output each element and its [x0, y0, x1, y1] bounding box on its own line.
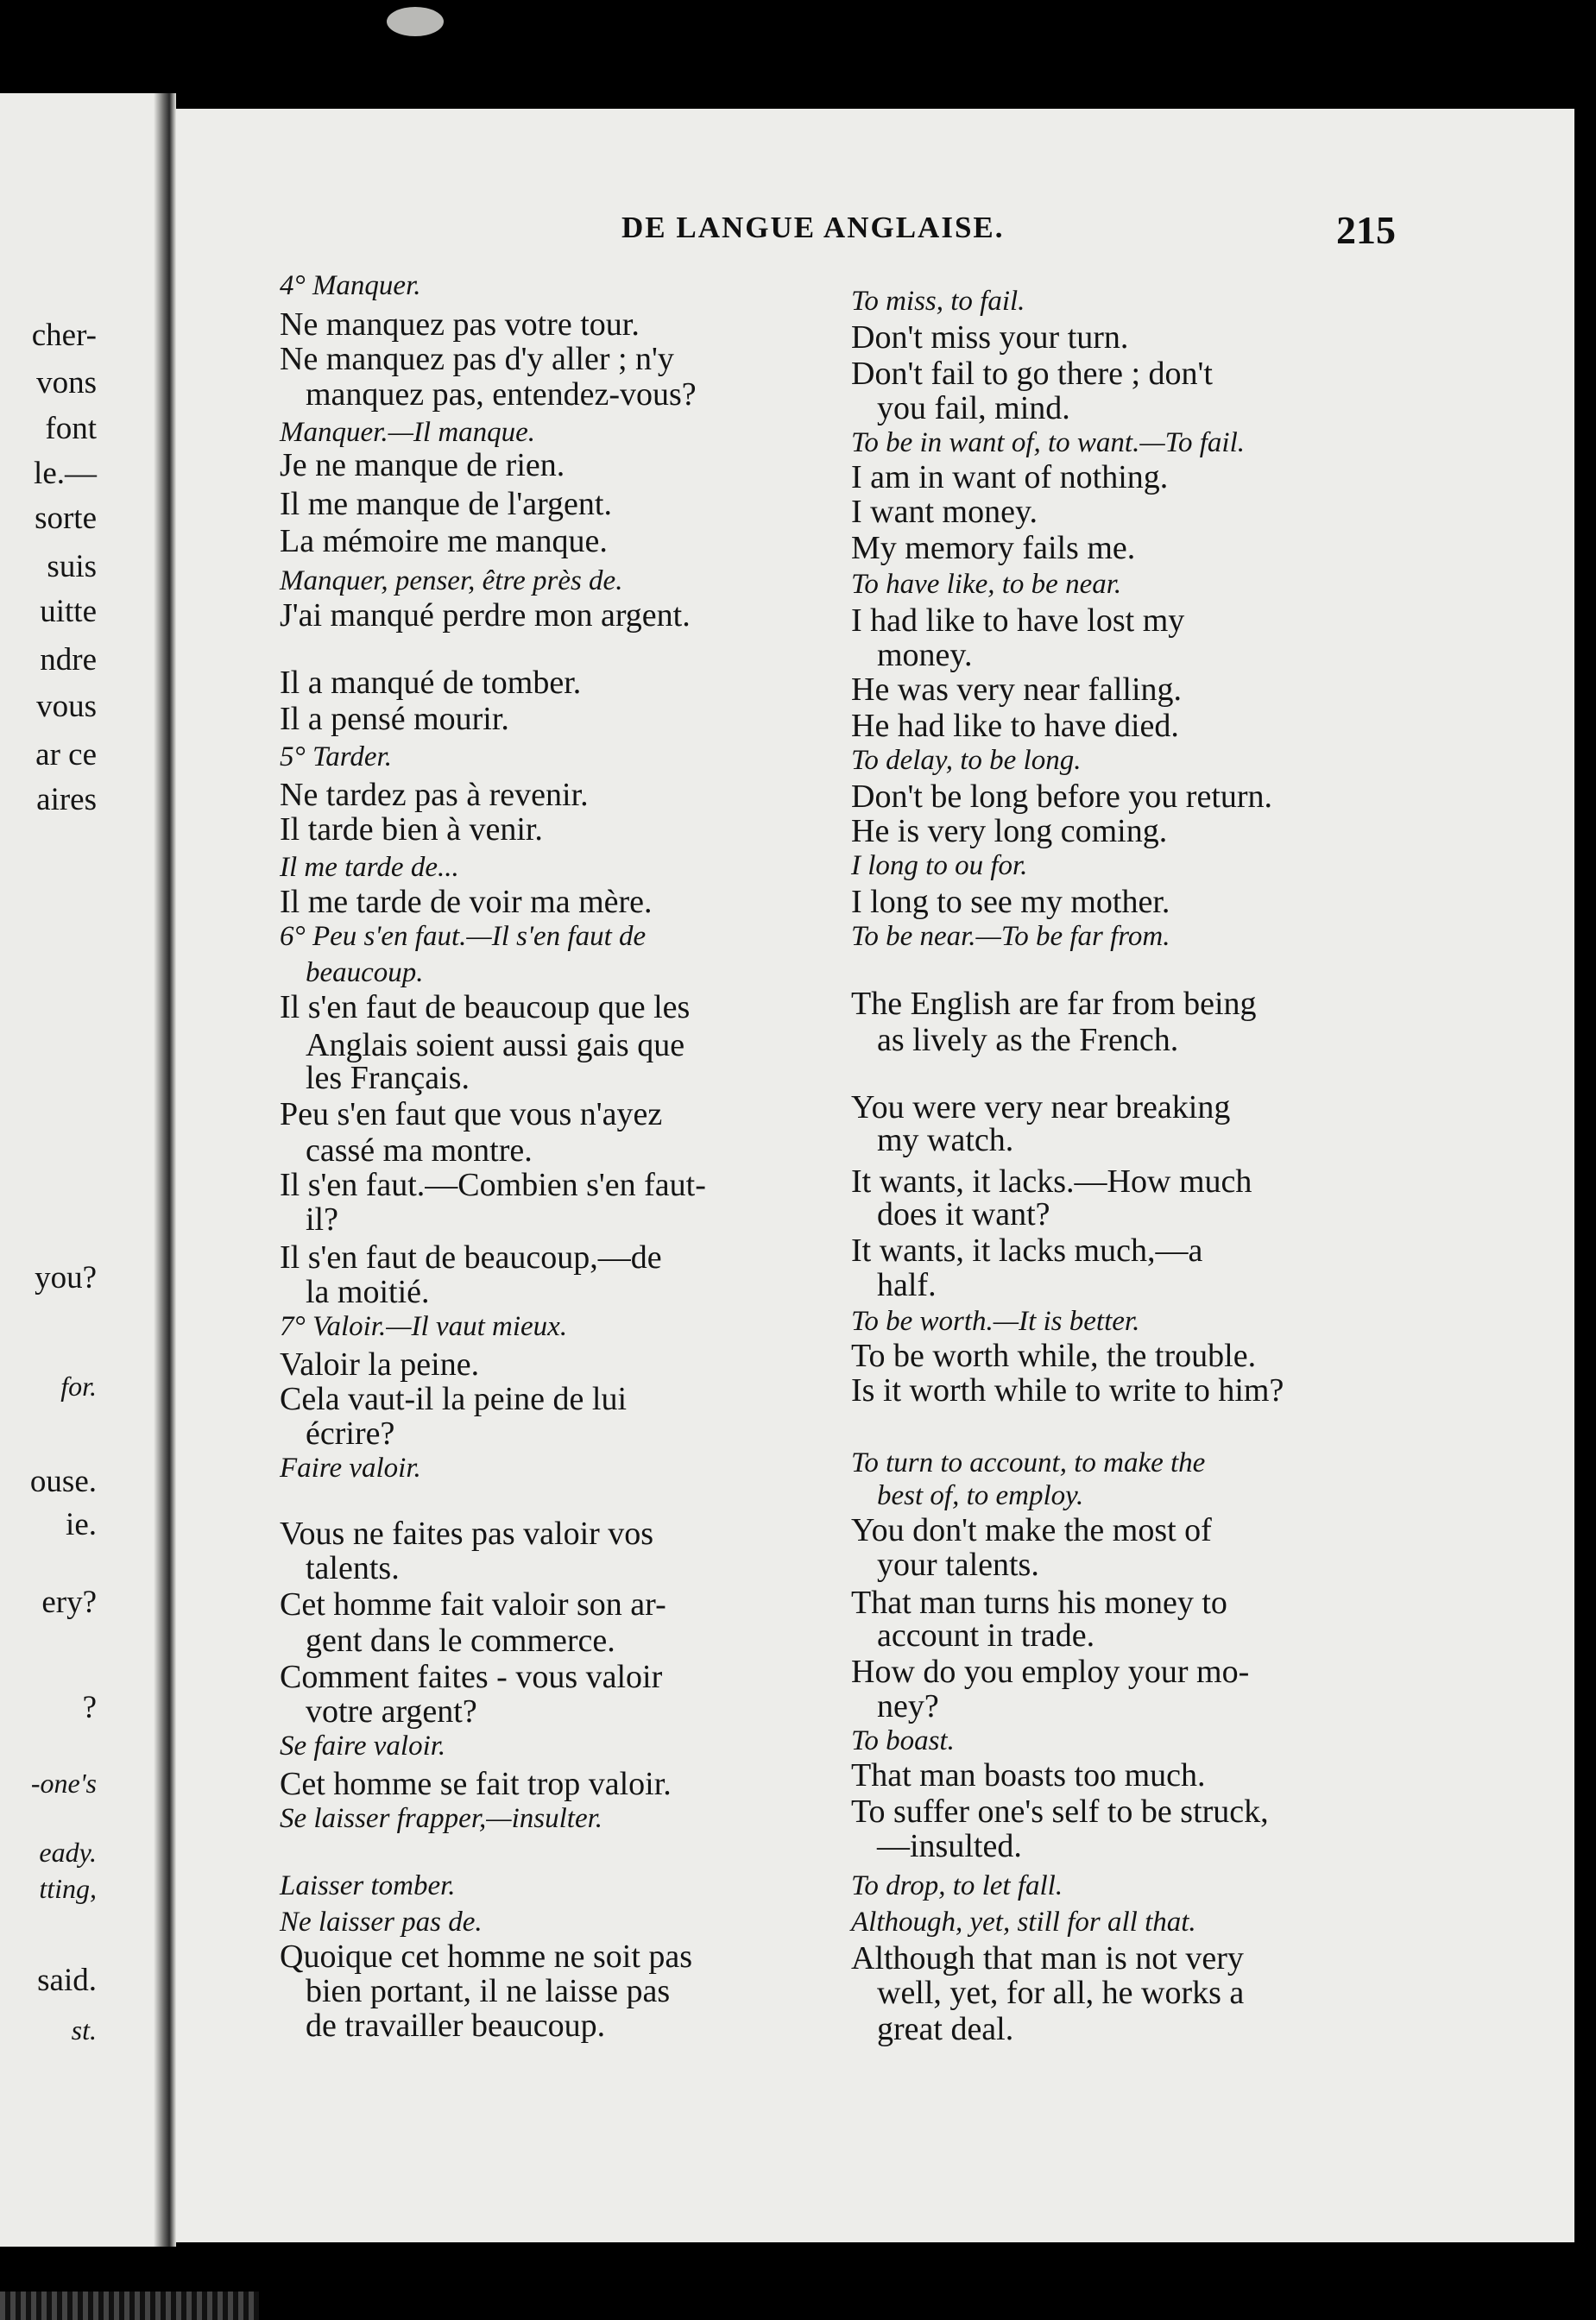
- french-line: il?: [306, 1201, 338, 1238]
- english-line: does it want?: [877, 1196, 1050, 1232]
- french-line: Vous ne faites pas valoir vos: [280, 1516, 654, 1552]
- french-line: écrire?: [306, 1415, 395, 1452]
- facing-page-word: cher-: [31, 318, 97, 353]
- french-line: Il me manque de l'argent.: [280, 486, 612, 522]
- english-line: Although, yet, still for all that.: [851, 1907, 1196, 1938]
- english-line: To suffer one's self to be struck,: [851, 1794, 1269, 1830]
- english-line: That man turns his money to: [851, 1585, 1227, 1621]
- french-line: Ne tardez pas à revenir.: [280, 777, 589, 813]
- english-line: To miss, to fail.: [851, 286, 1025, 317]
- english-line: well, yet, for all, he works a: [877, 1975, 1245, 2011]
- french-line: Il me tarde de...: [280, 852, 459, 883]
- english-line: you fail, mind.: [877, 390, 1070, 426]
- english-line: I want money.: [851, 494, 1038, 530]
- english-line: That man boasts too much.: [851, 1757, 1206, 1794]
- english-line: To be in want of, to want.—To fail.: [851, 427, 1246, 458]
- french-line: Ne laisser pas de.: [280, 1907, 483, 1938]
- french-line: 7° Valoir.—Il vaut mieux.: [280, 1311, 568, 1342]
- english-line: Don't miss your turn.: [851, 319, 1129, 356]
- facing-page-word: ie.: [66, 1507, 97, 1542]
- facing-page-word: suis: [47, 549, 97, 584]
- book-gutter: [154, 93, 176, 2247]
- french-line: Manquer.—Il manque.: [280, 417, 536, 448]
- french-line: la moitié.: [306, 1274, 430, 1310]
- english-line: I long to see my mother.: [851, 884, 1170, 920]
- english-line: To drop, to let fall.: [851, 1870, 1063, 1901]
- page-edge: [0, 2292, 259, 2320]
- english-line: He had like to have died.: [851, 708, 1179, 744]
- french-line: Il s'en faut de beaucoup que les: [280, 989, 691, 1025]
- french-line: Il s'en faut de beaucoup,—de: [280, 1239, 662, 1276]
- facing-page-word: said.: [37, 1963, 97, 1998]
- english-line: Don't fail to go there ; don't: [851, 356, 1213, 392]
- french-line: Peu s'en faut que vous n'ayez: [280, 1096, 663, 1132]
- english-line: To delay, to be long.: [851, 745, 1082, 776]
- french-line: Il s'en faut.—Combien s'en faut-: [280, 1167, 706, 1203]
- english-line: To be near.—To be far from.: [851, 921, 1170, 952]
- facing-page-word: ndre: [40, 642, 97, 678]
- english-line: half.: [877, 1267, 937, 1303]
- french-line: Ne manquez pas d'y aller ; n'y: [280, 341, 674, 377]
- english-line: You don't make the most of: [851, 1512, 1212, 1548]
- french-line: Il tarde bien à venir.: [280, 811, 543, 848]
- facing-page-word: ouse.: [29, 1464, 97, 1499]
- english-line: your talents.: [877, 1547, 1039, 1583]
- facing-page-word: aires: [36, 782, 97, 817]
- english-line: How do you employ your mo-: [851, 1654, 1250, 1690]
- facing-page-word: vons: [36, 365, 97, 400]
- french-line: manquez pas, entendez-vous?: [306, 376, 697, 413]
- french-line: J'ai manqué perdre mon argent.: [280, 597, 691, 634]
- english-line: my watch.: [877, 1122, 1014, 1158]
- english-line: To be worth.—It is better.: [851, 1306, 1140, 1337]
- facing-page-word: you?: [35, 1260, 97, 1296]
- french-line: Se laisser frapper,—insulter.: [280, 1803, 603, 1834]
- paper-blot: [387, 7, 444, 36]
- french-line: Cela vaut-il la peine de lui: [280, 1381, 628, 1417]
- facing-page-word: sorte: [35, 501, 97, 536]
- english-line: I had like to have lost my: [851, 602, 1185, 639]
- facing-page-word: st.: [71, 2014, 97, 2046]
- facing-page-word: uitte: [40, 594, 97, 629]
- english-line: The English are far from being: [851, 986, 1257, 1022]
- english-line: Although that man is not very: [851, 1940, 1244, 1976]
- french-line: beaucoup.: [306, 957, 424, 988]
- english-line: I long to ou for.: [851, 850, 1028, 881]
- french-line: de travailler beaucoup.: [306, 2008, 606, 2044]
- french-line: Manquer, penser, être près de.: [280, 565, 623, 596]
- french-line: Cet homme fait valoir son ar-: [280, 1586, 666, 1623]
- english-line: To boast.: [851, 1725, 955, 1756]
- facing-page-word: le.—: [34, 456, 97, 491]
- english-line: Is it worth while to write to him?: [851, 1372, 1284, 1409]
- english-line: as lively as the French.: [877, 1022, 1179, 1058]
- french-line: Il a manqué de tomber.: [280, 665, 582, 701]
- facing-page-word: ery?: [41, 1585, 97, 1620]
- french-line: Laisser tomber.: [280, 1870, 456, 1901]
- running-title: DE LANGUE ANGLAISE.: [621, 211, 1005, 244]
- english-line: best of, to employ.: [877, 1480, 1084, 1511]
- english-line: ney?: [877, 1688, 939, 1724]
- english-line: To have like, to be near.: [851, 569, 1122, 600]
- facing-page-word: ?: [82, 1690, 97, 1725]
- english-line: To turn to account, to make the: [851, 1447, 1206, 1478]
- french-line: Cet homme se fait trop valoir.: [280, 1766, 672, 1802]
- english-line: It wants, it lacks.—How much: [851, 1163, 1252, 1200]
- french-line: Il me tarde de voir ma mère.: [280, 884, 653, 920]
- french-line: Je ne manque de rien.: [280, 447, 565, 483]
- english-line: money.: [877, 637, 973, 673]
- french-line: Se faire valoir.: [280, 1731, 446, 1762]
- facing-page-word: eady.: [39, 1837, 97, 1868]
- french-line: Valoir la peine.: [280, 1346, 480, 1383]
- french-line: 4° Manquer.: [280, 270, 421, 301]
- english-line: account in trade.: [877, 1617, 1095, 1654]
- french-line: talents.: [306, 1550, 400, 1586]
- english-line: He was very near falling.: [851, 671, 1183, 708]
- french-line: Ne manquez pas votre tour.: [280, 306, 640, 343]
- english-line: great deal.: [877, 2011, 1014, 2047]
- facing-page-fragment: [0, 93, 154, 2247]
- page-number: 215: [1336, 208, 1396, 252]
- french-line: Quoique cet homme ne soit pas: [280, 1939, 693, 1975]
- english-line: —insulted.: [877, 1828, 1022, 1864]
- french-line: les Français.: [306, 1060, 470, 1096]
- facing-page-word: vous: [36, 689, 97, 724]
- french-line: 6° Peu s'en faut.—Il s'en faut de: [280, 921, 647, 952]
- facing-page-word: tting,: [39, 1873, 97, 1904]
- english-line: You were very near breaking: [851, 1089, 1231, 1125]
- facing-page-word: ar ce: [35, 737, 97, 772]
- french-line: gent dans le commerce.: [306, 1623, 615, 1659]
- facing-page-word: -one's: [30, 1768, 97, 1799]
- french-line: Comment faites - vous valoir: [280, 1659, 663, 1695]
- french-line: Anglais soient aussi gais que: [306, 1027, 685, 1063]
- french-line: 5° Tarder.: [280, 741, 392, 772]
- english-line: I am in want of nothing.: [851, 459, 1169, 495]
- english-line: He is very long coming.: [851, 813, 1168, 849]
- facing-page-word: font: [45, 411, 97, 446]
- english-line: It wants, it lacks much,—a: [851, 1232, 1203, 1269]
- english-line: To be worth while, the trouble.: [851, 1338, 1257, 1374]
- french-line: cassé ma montre.: [306, 1132, 533, 1169]
- french-line: votre argent?: [306, 1693, 477, 1730]
- french-line: La mémoire me manque.: [280, 523, 608, 559]
- english-line: Don't be long before you return.: [851, 779, 1273, 815]
- facing-page-word: for.: [60, 1371, 97, 1402]
- english-line: My memory fails me.: [851, 530, 1136, 566]
- french-line: Il a pensé mourir.: [280, 701, 509, 737]
- french-line: Faire valoir.: [280, 1453, 421, 1484]
- french-line: bien portant, il ne laisse pas: [306, 1973, 671, 2009]
